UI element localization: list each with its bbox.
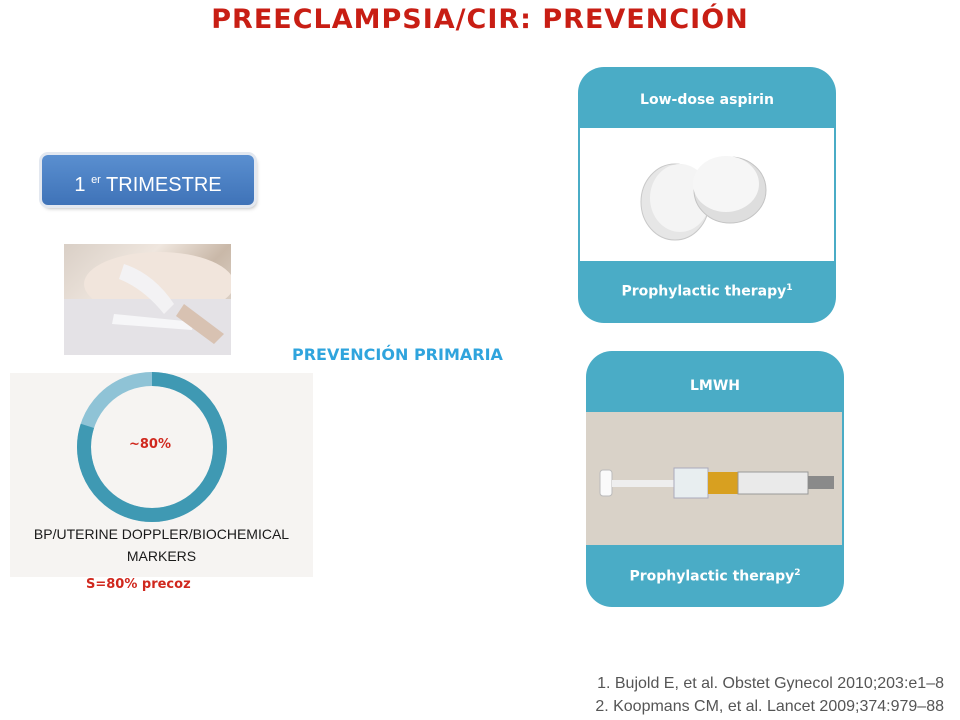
aspirin-image	[580, 128, 834, 261]
references	[595, 672, 944, 718]
reference-2: 2. Koopmans CM, et al. Lancet 2009;374:979–88	[595, 698, 944, 715]
trimester-number: 1	[74, 174, 86, 196]
syringe-image	[586, 412, 842, 545]
lmwh-card-title: LMWH	[689, 378, 740, 394]
lmwh-card	[586, 351, 844, 607]
trimester-ordinal: er	[91, 174, 101, 186]
trimester-label: TRIMESTRE	[106, 174, 222, 196]
aspirin-footer-text: Prophylactic therapy	[621, 283, 787, 300]
donut-value-label: ~80%	[128, 437, 171, 452]
lmwh-ref-marker: 2	[794, 568, 801, 578]
page-title: PREECLAMPSIA/CIR: PREVENCIÓN	[211, 4, 749, 35]
aspirin-card	[578, 67, 836, 323]
section-label: PREVENCIÓN PRIMARIA	[292, 345, 503, 364]
reference-1: 1. Bujold E, et al. Obstet Gynecol 2010;203:e1–8	[597, 675, 944, 692]
aspirin-ref-marker: 1	[786, 283, 793, 293]
aspirin-card-title: Low-dose aspirin	[640, 92, 774, 108]
aspirin-card-footer	[578, 283, 836, 300]
markers-label-line1: BP/UTERINE DOPPLER/BIOCHEMICAL	[33, 526, 290, 542]
lmwh-card-footer	[586, 568, 844, 585]
markers-label-line2: MARKERS	[126, 548, 197, 564]
screening-panel	[10, 373, 313, 577]
trimester-button[interactable]	[42, 155, 254, 205]
sensitivity-label: S=80% precoz	[86, 577, 191, 592]
pregnancy-exam-photo	[64, 244, 231, 355]
lmwh-footer-text: Prophylactic therapy	[629, 568, 795, 585]
markers-label	[10, 523, 313, 567]
